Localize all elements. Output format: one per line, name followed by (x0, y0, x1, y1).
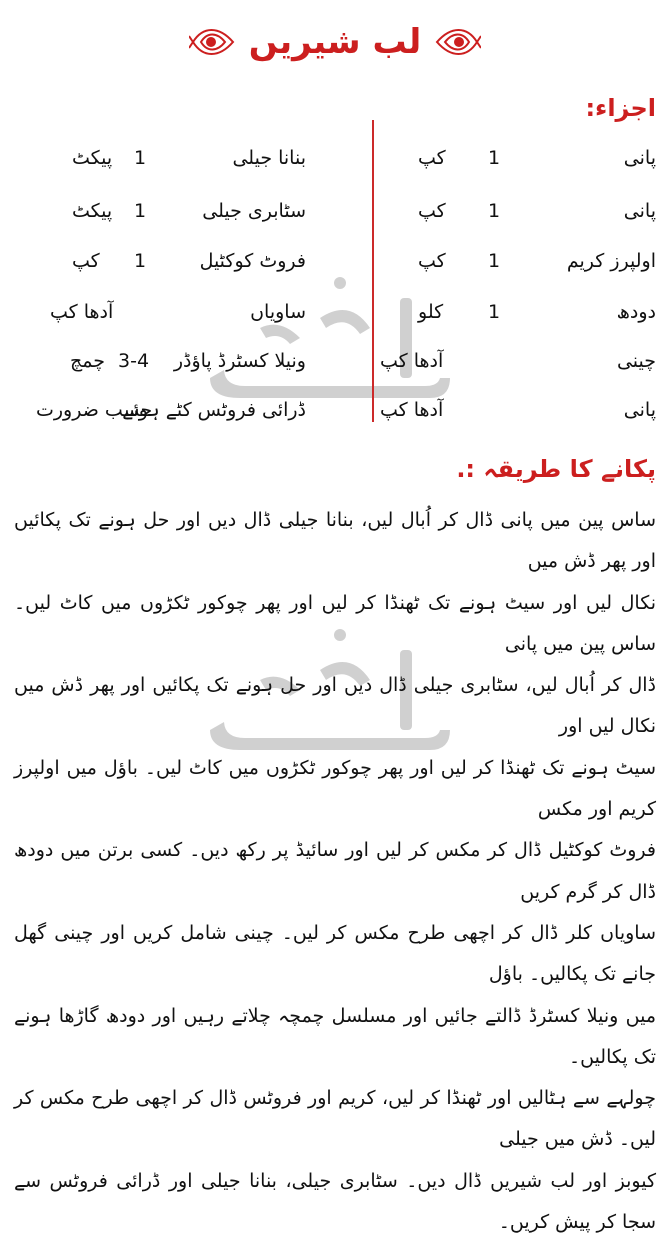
method-line: فروٹ کوکٹیل ڈال کر مکس کر لیں اور سائیڈ پر رکھ دیں۔ کسی برتن میں دودھ ڈال کر گرم کریں (14, 839, 656, 903)
method-line: سیٹ ہونے تک ٹھنڈا کر لیں اور پھر چوکور ٹکڑوں میں کاٹ لیں۔ باؤل میں اولپرز کریم اور مکس (14, 756, 656, 821)
ingredient-unit: کلو (418, 301, 444, 323)
method-line: ساس پین میں پانی ڈال کر اُبال لیں، بنانا جیلی ڈال دیں اور حل ہونے تک پکائیں اور پھر ڈش میں (14, 509, 656, 573)
ingredient-qty: 1 (488, 147, 501, 169)
ingredient-qty: 3-4 (118, 350, 150, 372)
ingredient-unit: چمچ (70, 350, 105, 372)
ingredient-qty: 1 (134, 200, 147, 222)
ingredient-name: دودھ (616, 301, 656, 323)
ingredient-unit: آدھا کپ (50, 301, 114, 323)
ingredient-name: پانی (623, 147, 656, 169)
ingredient-qty: 1 (488, 250, 501, 272)
ingredient-qty: 1 (488, 301, 501, 323)
ingredient-name: ساویاں (250, 301, 306, 323)
method-heading: پکانے کا طریقہ :. (456, 455, 656, 483)
ornament-icon (435, 22, 481, 62)
method-line: میں ونیلا کسٹرڈ ڈالتے جائیں اور مسلسل چمچہ چلاتے رہیں اور دودھ گاڑھا ہونے تک پکالیں۔ (14, 1004, 656, 1068)
page-title: لب شیریں (248, 22, 422, 62)
ingredient-name: چینی (616, 350, 656, 372)
method-line: ساویاں کلر ڈال کر اچھی طرح مکس کر لیں۔ چینی شامل کریں اور چینی گھل جانے تک پکالیں۔ باؤل (14, 921, 656, 986)
watermark-logo (200, 258, 460, 408)
ornament-icon (189, 22, 235, 62)
method-text (14, 500, 656, 1243)
ingredient-name: پانی (623, 399, 656, 421)
ingredient-qty: 1 (488, 200, 501, 222)
ingredient-unit: حسب ضرورت (36, 399, 153, 421)
method-line: ڈال کر اُبال لیں، سٹابری جیلی ڈال دیں اور حل ہونے تک پکائیں اور پھر ڈش میں نکال لیں اور (14, 674, 656, 738)
ingredient-unit: کپ (72, 250, 100, 272)
ingredient-unit: کپ (418, 147, 446, 169)
ingredient-name: پانی (623, 200, 656, 222)
ingredient-name: ونیلا کسٹرڈ پاؤڈر (173, 350, 306, 372)
ingredient-qty: 1 (134, 250, 147, 272)
method-line: نکال لیں اور سیٹ ہونے تک ٹھنڈا کر لیں اور پھر چوکور ٹکڑوں میں کاٹ لیں۔ ساس پین میں پانی (14, 591, 656, 655)
ingredient-name: بنانا جیلی (232, 147, 306, 169)
method-line: چولہے سے ہٹالیں اور ٹھنڈا کر لیں، کریم اور فروٹس ڈال کر اچھی طرح مکس کر لیں۔ ڈش میں جیلی (14, 1087, 656, 1151)
ingredients-heading: اجزاء: (585, 94, 656, 122)
ingredient-unit: پیکٹ (72, 200, 113, 222)
column-divider (372, 120, 374, 422)
title-bar (0, 12, 670, 72)
method-line: کیوبز اور لب شیریں ڈال دیں۔ سٹابری جیلی، بنانا جیلی اور ڈرائی فروٹس سے سجا کر پیش کریں۔ (14, 1169, 656, 1234)
ingredient-qty: 1 (134, 147, 147, 169)
ingredient-name: فروٹ کوکٹیل (199, 250, 306, 272)
ingredient-unit: پیکٹ (72, 147, 113, 169)
ingredient-unit: آدھا کپ (380, 399, 444, 421)
ingredient-name: ڈرائی فروٹس کٹے ہوئے (122, 399, 306, 421)
ingredient-unit: آدھا کپ (380, 350, 444, 372)
ingredient-name: اولپرز کریم (566, 250, 656, 272)
ingredient-unit: کپ (418, 250, 446, 272)
ingredient-name: سٹابری جیلی (202, 200, 306, 222)
ingredient-unit: کپ (418, 200, 446, 222)
